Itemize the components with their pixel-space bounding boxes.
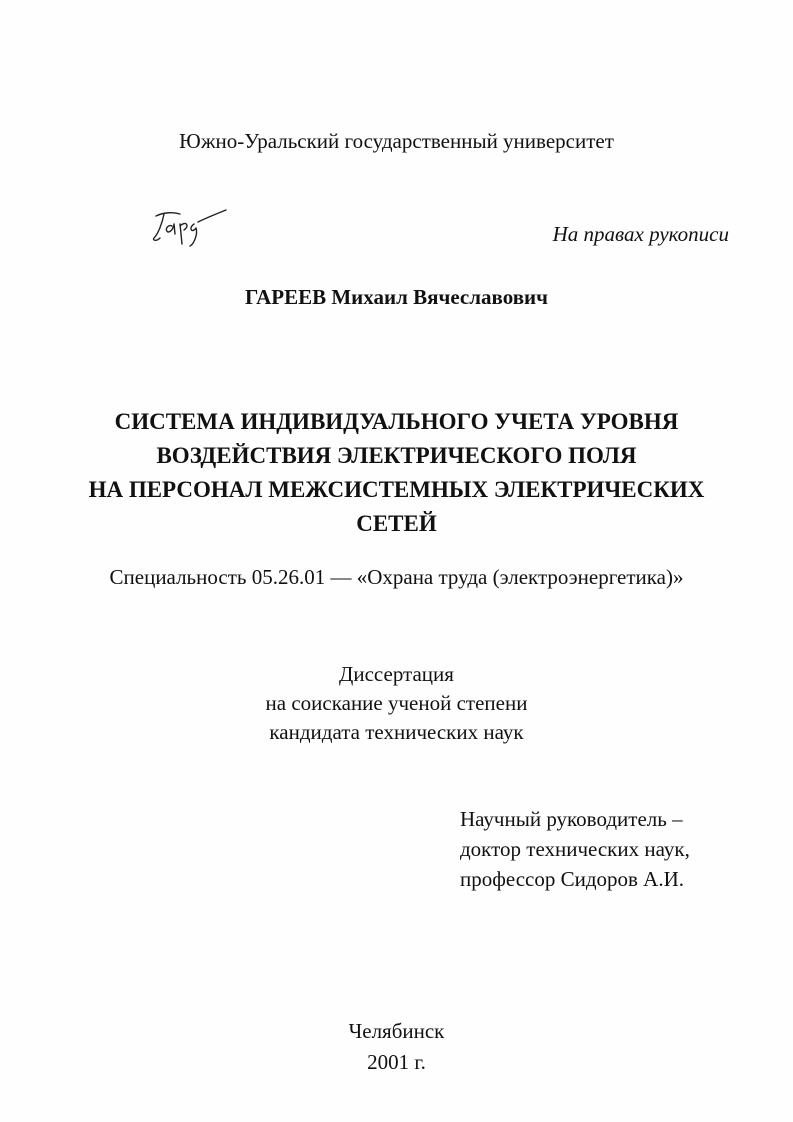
degree-line: Диссертация [339, 662, 454, 686]
manuscript-note: На правах рукописи [552, 222, 729, 246]
author-name: ГАРЕЕВ Михаил Вячеславович [245, 285, 548, 309]
title-line: ВОЗДЕЙСТВИЯ ЭЛЕКТРИЧЕСКОГО ПОЛЯ [156, 443, 637, 468]
supervisor-info [460, 804, 690, 894]
year: 2001 г. [367, 1050, 426, 1074]
supervisor-line: профессор Сидоров А.И. [460, 867, 685, 891]
handwritten-signature [150, 204, 230, 248]
title-line: СИСТЕМА ИНДИВИДУАЛЬНОГО УЧЕТА УРОВНЯ [114, 409, 679, 434]
specialty-line: Специальность 05.26.01 — «Охрана труда (электроэнергетика)» [109, 565, 684, 589]
degree-line: на соискание ученой степени [265, 691, 528, 715]
place-and-year [0, 1016, 793, 1078]
city: Челябинск [348, 1019, 445, 1043]
university-name: Южно-Уральский государственный университет [179, 129, 614, 153]
title-line: СЕТЕЙ [356, 511, 437, 536]
degree-statement [0, 660, 793, 747]
supervisor-line: Научный руководитель – [460, 807, 683, 831]
degree-line: кандидата технических наук [269, 720, 524, 744]
dissertation-title [0, 405, 793, 541]
title-line: НА ПЕРСОНАЛ МЕЖСИСТЕМНЫХ ЭЛЕКТРИЧЕСКИХ [88, 477, 705, 502]
supervisor-line: доктор технических наук, [460, 837, 690, 861]
